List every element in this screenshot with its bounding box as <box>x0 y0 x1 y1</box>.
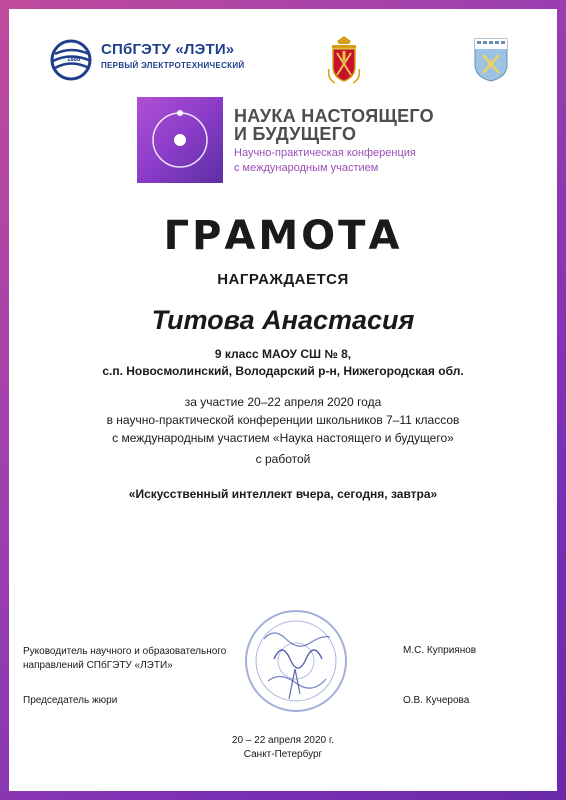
university-subtitle: ПЕРВЫЙ ЭЛЕКТРОТЕХНИЧЕСКИЙ <box>101 61 245 70</box>
school-line2: с.п. Новосмолинский, Володарский р-н, Нижегородская обл. <box>102 364 464 378</box>
conference-title <box>234 107 434 143</box>
orbit-icon <box>137 97 223 183</box>
leningrad-oblast-coat-of-arms-icon <box>473 37 509 83</box>
signatory1-name: М.С. Куприянов <box>403 645 477 656</box>
conference-subtitle-line1: Научно-практическая конференция <box>234 147 416 159</box>
conference-logo <box>137 97 223 183</box>
participation-line3: с международным участием «Наука настоящего и будущего» <box>112 431 454 445</box>
conference-title-line1: НАУКА НАСТОЯЩЕГО <box>234 106 434 126</box>
signatory1-role-line2: направлений СПбГЭТУ «ЛЭТИ» <box>23 660 173 671</box>
official-stamp-icon <box>234 599 354 729</box>
signatory1-role <box>23 645 226 673</box>
leti-year: 1886 <box>67 57 81 63</box>
spb-coat-of-arms-icon <box>327 35 361 85</box>
conference-subtitle <box>234 146 416 176</box>
participation-line1: за участие 20–22 апреля 2020 года <box>184 395 382 409</box>
certificate-title: ГРАМОТА <box>163 213 403 259</box>
leti-logo <box>49 37 259 83</box>
work-title: «Искусственный интеллект вчера, сегодня, завтра» <box>128 487 438 501</box>
event-city: Санкт-Петербург <box>243 749 323 760</box>
signatory1-role-line1: Руководитель научного и образовательного <box>23 646 227 657</box>
school-line1: 9 класс МАОУ СШ № 8, <box>214 347 352 361</box>
awarded-label: НАГРАЖДАЕТСЯ <box>217 271 349 288</box>
conference-title-line2: И БУДУЩЕГО <box>234 124 357 144</box>
university-name: СПбГЭТУ «ЛЭТИ» <box>101 41 235 58</box>
event-date: 20 – 22 апреля 2020 г. <box>231 735 335 746</box>
recipient-name: Титова Анастасия <box>151 305 415 335</box>
participation-line4: с работой <box>255 452 311 466</box>
conference-subtitle-line2: с международным участием <box>234 162 379 174</box>
signatory2-role: Председатель жюри <box>23 695 118 706</box>
signatory2-name: О.В. Кучерова <box>403 695 470 706</box>
certificate-sheet <box>9 9 557 791</box>
participation-line2: в научно-практической конференции школьников 7–11 классов <box>106 413 460 427</box>
